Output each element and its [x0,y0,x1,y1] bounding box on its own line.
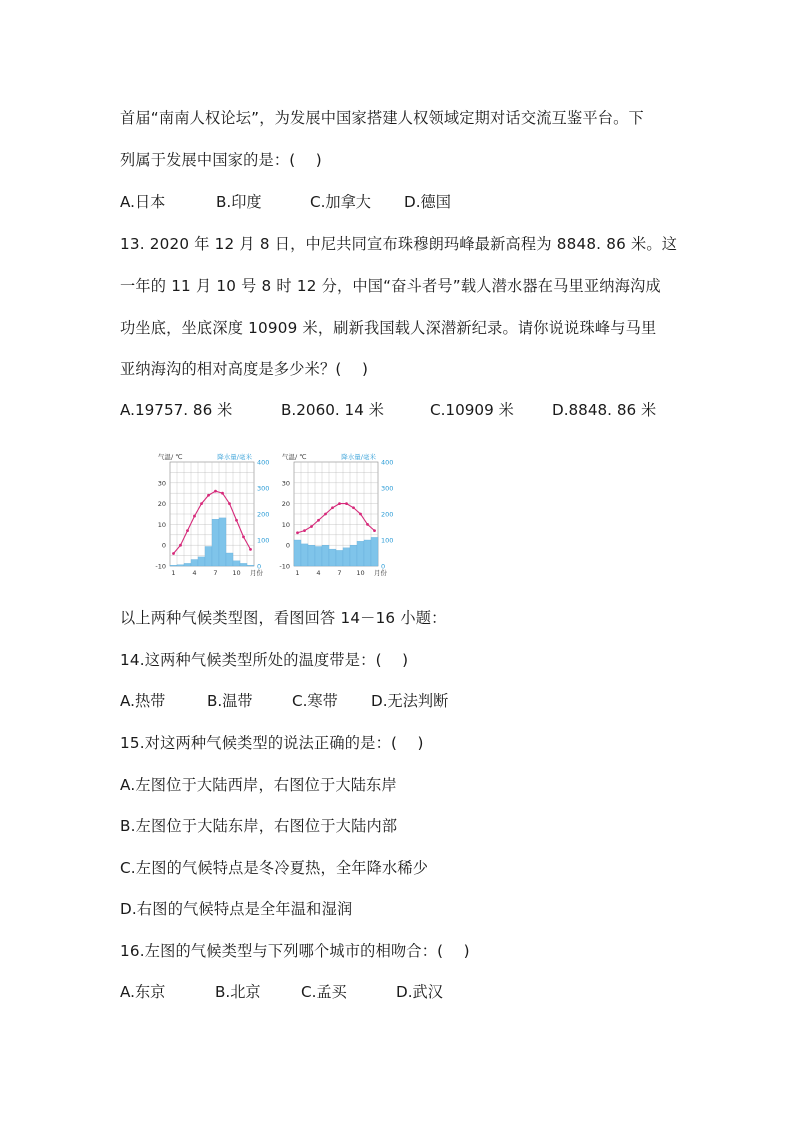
temperature-point-2-m2 [303,529,306,532]
q12-option-d[interactable]: D.德国 [404,193,451,211]
month-tick-label: 7 [213,569,218,577]
precip-tick-label: 300 [381,484,394,493]
precip-bar-2-m12 [371,537,378,566]
precip-axis-label: 降水量/毫米 [341,453,376,461]
q16-stem: 16.左图的气候类型与下列哪个城市的相吻合：( ) [120,942,470,960]
temperature-point-1-m1 [172,552,175,555]
q13-option-c[interactable]: C.10909 米 [430,401,514,419]
precip-bar-2-m7 [336,550,343,566]
month-tick-label: 4 [192,569,197,577]
precip-bar-1-m3 [184,563,191,566]
temp-tick-label: 0 [285,541,290,550]
q14-option-a[interactable]: A.热带 [120,692,166,710]
month-tick-label: 1 [295,569,300,577]
temperature-point-1-m6 [207,494,210,497]
q12-stem-line2: 列属于发展中国家的是：( ) [120,151,322,169]
month-axis-label: 月份 [250,569,263,577]
month-tick-label: 1 [171,569,176,577]
q13-option-b[interactable]: B.2060. 14 米 [281,401,384,419]
precip-tick-label: 400 [257,458,270,467]
precip-bar-2-m4 [315,547,322,567]
precip-bar-1-m11 [240,563,247,566]
precip-bar-1-m2 [177,565,184,566]
q12-stem-line1: 首届“南南人权论坛”，为发展中国家搭建人权领域定期对话交流互鉴平台。下 [120,109,644,127]
precip-bar-2-m1 [294,540,301,566]
precip-tick-label: 0 [381,562,386,571]
temperature-point-1-m4 [193,515,196,518]
temp-tick-label: 20 [157,500,166,509]
q15-option-c[interactable]: C.左图的气候特点是冬冷夏热，全年降水稀少 [120,859,429,877]
month-tick-label: 10 [232,569,241,577]
q14-option-b[interactable]: B.温带 [207,692,253,710]
precip-tick-label: 100 [257,536,270,545]
precip-bar-2-m11 [364,540,371,566]
precip-bar-1-m1 [170,565,177,566]
q13-stem-line1: 13. 2020 年 12 月 8 日，中尼共同宣布珠穆朗玛峰最新高程为 8848. 86 米。这 [120,235,678,253]
precip-bar-2-m6 [329,549,336,566]
precip-tick-label: 100 [381,536,394,545]
q16-option-b[interactable]: B.北京 [215,983,261,1001]
precip-tick-label: 400 [381,458,394,467]
q13-option-a[interactable]: A.19757. 86 米 [120,401,233,419]
precip-bar-2-m3 [308,545,315,566]
temperature-point-1-m10 [235,519,238,522]
temp-tick-label: 10 [281,520,290,529]
precip-bar-2-m9 [350,545,357,566]
q15-stem: 15.对这两种气候类型的说法正确的是：( ) [120,734,424,752]
month-tick-label: 4 [316,569,321,577]
temperature-point-2-m6 [331,506,334,509]
precip-bar-2-m8 [343,548,350,566]
temperature-point-2-m4 [317,519,320,522]
temperature-point-1-m5 [200,502,203,505]
precip-bar-2-m5 [322,545,329,566]
precip-bar-1-m8 [219,518,226,566]
climate-charts [146,447,396,582]
q12-option-b[interactable]: B.印度 [216,193,262,211]
temperature-point-2-m8 [345,502,348,505]
temperature-point-1-m7 [214,490,217,493]
temperature-point-1-m2 [179,544,182,547]
temp-tick-label: 20 [281,500,290,509]
temperature-point-2-m3 [310,525,313,528]
precip-bar-1-m4 [191,560,198,567]
q13-stem-line2: 一年的 11 月 10 号 8 时 12 分，中国“奋斗者号”载人潜水器在马里亚纳海沟成 [120,277,661,295]
temperature-point-2-m11 [366,523,369,526]
precip-tick-label: 0 [257,562,262,571]
temperature-point-1-m12 [249,548,252,551]
q13-stem-line3: 功坐底，坐底深度 10909 米，刷新我国载人深潜新纪录。请你说说珠峰与马里 [120,319,657,337]
temperature-point-2-m7 [338,502,341,505]
precip-bar-1-m5 [198,557,205,566]
precip-axis-label: 降水量/毫米 [217,453,252,461]
q12-option-c[interactable]: C.加拿大 [310,193,371,211]
month-axis-label: 月份 [374,569,387,577]
temp-tick-label: -10 [279,562,290,571]
q15-option-d[interactable]: D.右图的气候特点是全年温和湿润 [120,900,353,918]
q16-option-a[interactable]: A.东京 [120,983,166,1001]
charts-intro: 以上两种气候类型图，看图回答 14－16 小题： [120,609,447,627]
month-tick-label: 7 [337,569,342,577]
temp-tick-label: 30 [281,479,290,488]
temp-tick-label: 30 [157,479,166,488]
q14-option-d[interactable]: D.无法判断 [371,692,449,710]
temperature-point-2-m5 [324,513,327,516]
precip-tick-label: 200 [381,510,394,519]
precip-bar-1-m6 [205,547,212,567]
temp-tick-label: -10 [155,562,166,571]
temperature-point-1-m9 [228,502,231,505]
temperature-point-1-m11 [242,535,245,538]
month-tick-label: 10 [356,569,365,577]
temp-tick-label: 0 [161,541,166,550]
temperature-point-2-m1 [296,531,299,534]
precip-bar-2-m2 [301,544,308,566]
precip-bar-1-m9 [226,553,233,566]
precip-tick-label: 300 [257,484,270,493]
temp-axis-label: 气温/ ℃ [282,453,307,461]
q16-option-c[interactable]: C.孟买 [301,983,347,1001]
q13-option-d[interactable]: D.8848. 86 米 [552,401,657,419]
precip-bar-1-m7 [212,519,219,566]
q13-stem-line4: 亚纳海沟的相对高度是多少米？( ) [120,360,369,378]
q15-option-a[interactable]: A.左图位于大陆西岸，右图位于大陆东岸 [120,776,397,794]
q14-option-c[interactable]: C.寒带 [292,692,338,710]
temperature-point-1-m8 [221,492,224,495]
precip-tick-label: 200 [257,510,270,519]
temperature-point-1-m3 [186,529,189,532]
q14-stem: 14.这两种气候类型所处的温度带是：( ) [120,651,409,669]
q12-option-a[interactable]: A.日本 [120,193,166,211]
temp-axis-label: 气温/ ℃ [158,453,183,461]
q15-option-b[interactable]: B.左图位于大陆东岸，右图位于大陆内部 [120,817,398,835]
temperature-point-2-m10 [359,513,362,516]
precip-bar-2-m10 [357,541,364,566]
q16-options [120,982,443,1082]
precip-bar-1-m10 [233,561,240,566]
q16-option-d[interactable]: D.武汉 [396,983,443,1001]
temp-tick-label: 10 [157,520,166,529]
precip-bar-1-m12 [247,565,254,566]
temperature-point-2-m9 [352,506,355,509]
temperature-point-2-m12 [373,529,376,532]
